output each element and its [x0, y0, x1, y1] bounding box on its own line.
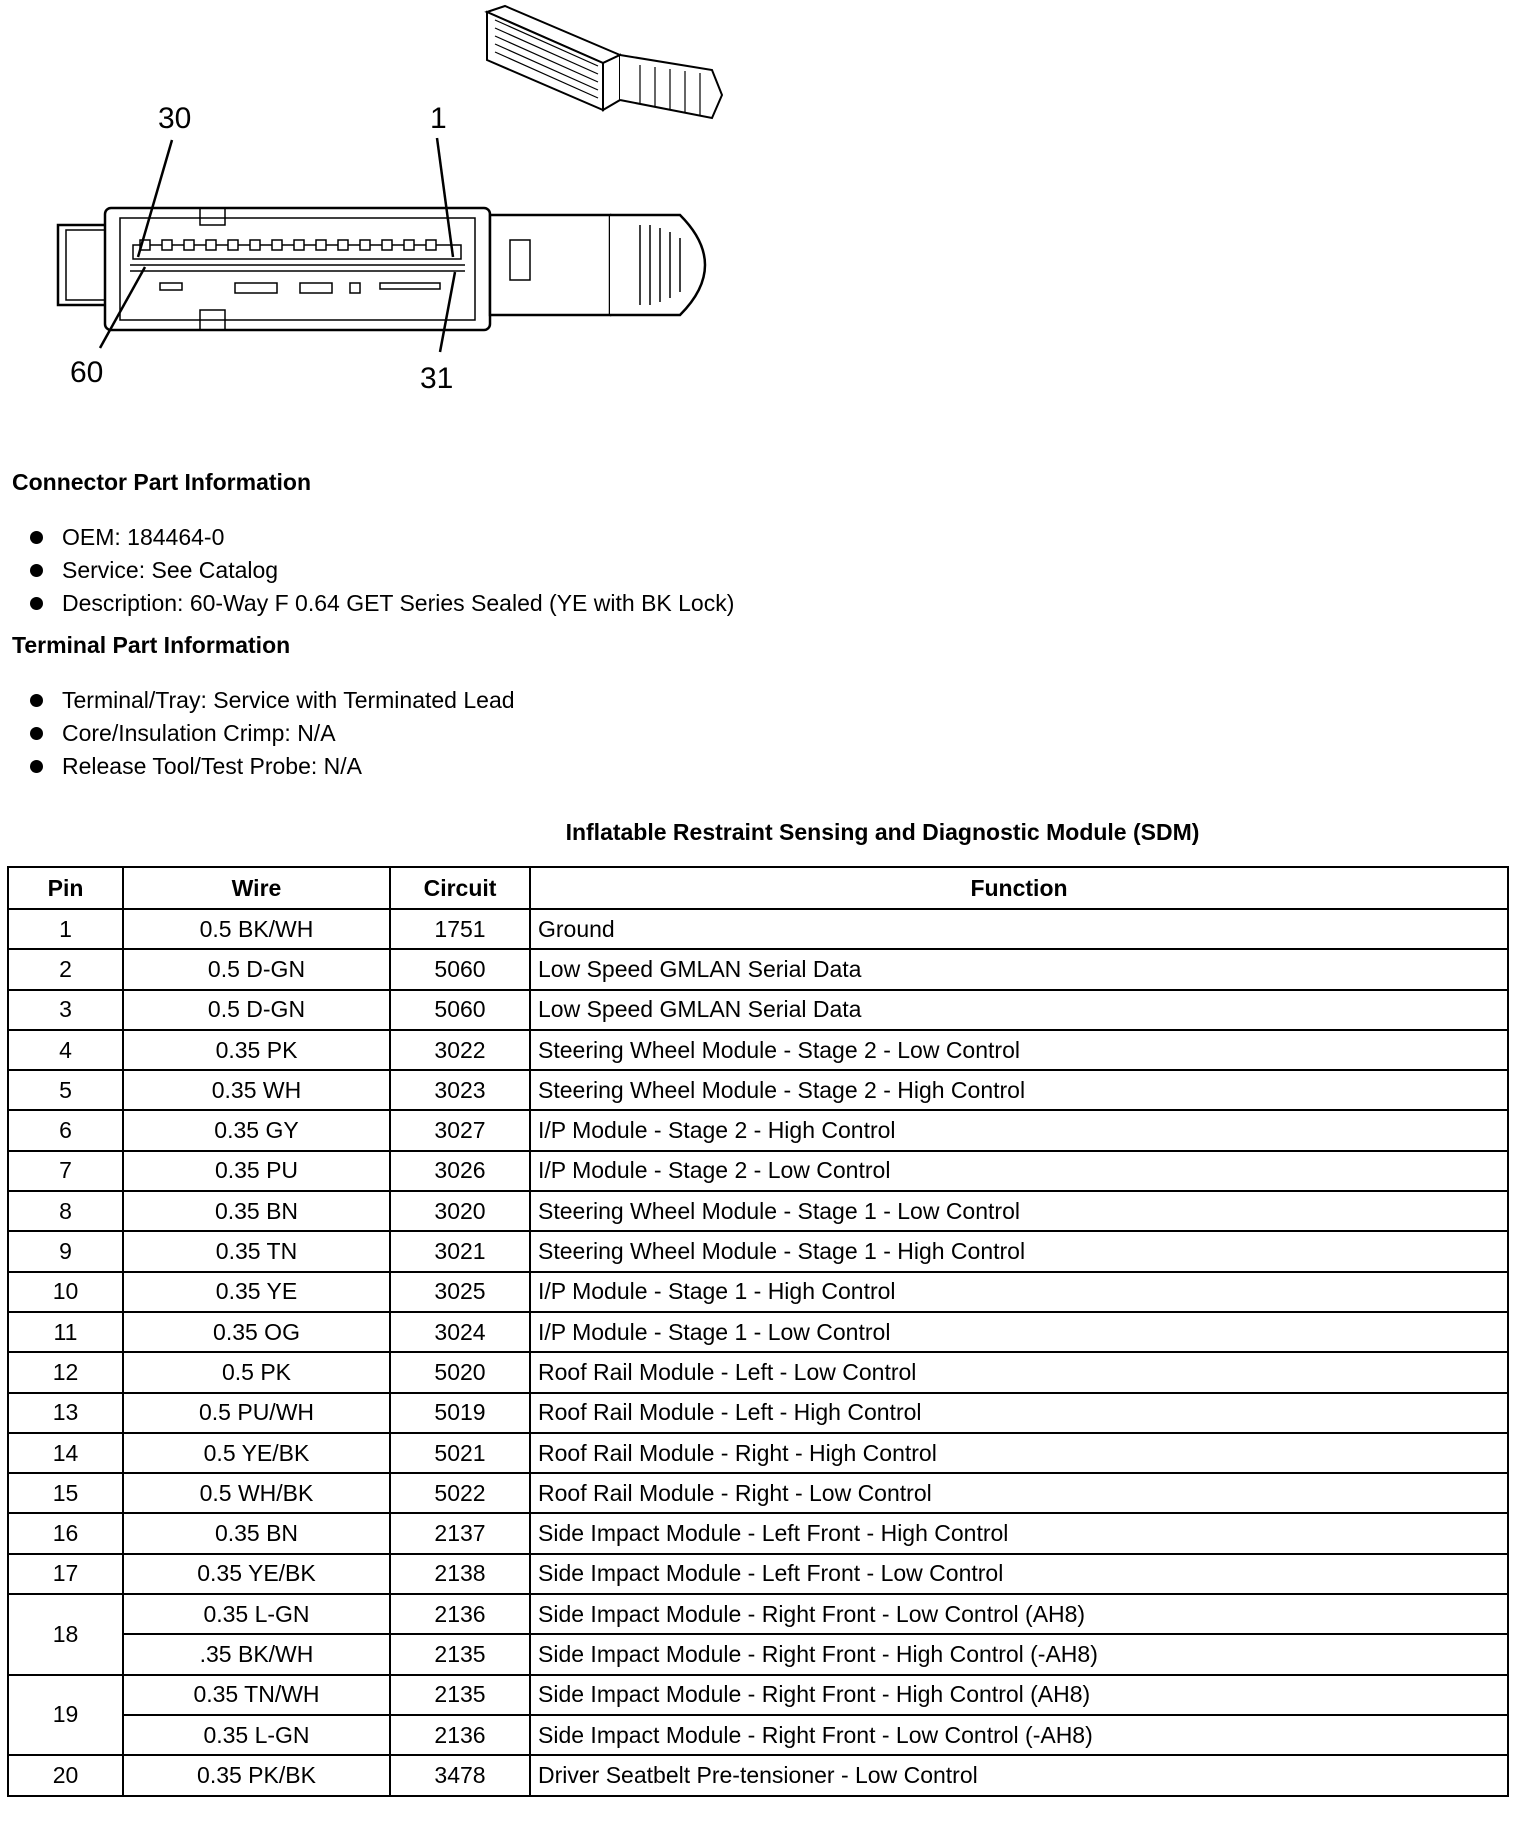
circuit-cell: 2137: [390, 1513, 530, 1553]
pin-cell: 8: [8, 1191, 123, 1231]
table-row: [8, 1352, 1508, 1392]
table-row: [8, 1634, 1508, 1674]
header-wire: Wire: [123, 867, 390, 909]
pin-cell: 9: [8, 1231, 123, 1271]
circuit-cell: 2136: [390, 1715, 530, 1755]
table-row: [8, 1554, 1508, 1594]
header-function: Function: [530, 867, 1508, 909]
table-row: [8, 1191, 1508, 1231]
circuit-cell: 5060: [390, 949, 530, 989]
table-row: [8, 1151, 1508, 1191]
wire-cell: 0.35 YE/BK: [123, 1554, 390, 1594]
wire-cell: 0.35 L-GN: [123, 1715, 390, 1755]
function-cell: Steering Wheel Module - Stage 2 - Low Control: [530, 1030, 1508, 1070]
circuit-cell: 3025: [390, 1272, 530, 1312]
wire-cell: 0.5 BK/WH: [123, 909, 390, 949]
list-item: Terminal/Tray: Service with Terminated Lead: [30, 684, 515, 717]
table-row: [8, 909, 1508, 949]
wire-cell: 0.5 PU/WH: [123, 1393, 390, 1433]
table-row: [8, 1272, 1508, 1312]
pin-label-60: 60: [70, 356, 104, 389]
wire-cell: 0.35 L-GN: [123, 1594, 390, 1634]
circuit-cell: 2135: [390, 1675, 530, 1715]
pin-label-30: 30: [158, 102, 192, 135]
pin-cell: 11: [8, 1312, 123, 1352]
pin-cell: 13: [8, 1393, 123, 1433]
function-cell: Low Speed GMLAN Serial Data: [530, 990, 1508, 1030]
connector-info-list: [30, 521, 734, 620]
wire-cell: 0.35 BN: [123, 1513, 390, 1553]
circuit-cell: 3021: [390, 1231, 530, 1271]
wire-cell: 0.35 TN: [123, 1231, 390, 1271]
circuit-cell: 3024: [390, 1312, 530, 1352]
function-cell: Steering Wheel Module - Stage 2 - High Control: [530, 1070, 1508, 1110]
wire-cell: 0.35 GY: [123, 1110, 390, 1150]
function-cell: Side Impact Module - Left Front - Low Control: [530, 1554, 1508, 1594]
pin-cell: 1: [8, 909, 123, 949]
circuit-cell: 1751: [390, 909, 530, 949]
circuit-cell: 5022: [390, 1473, 530, 1513]
wire-cell: 0.5 PK: [123, 1352, 390, 1392]
pin-cell: 14: [8, 1433, 123, 1473]
list-item: Release Tool/Test Probe: N/A: [30, 750, 515, 783]
circuit-cell: 2138: [390, 1554, 530, 1594]
table-row: [8, 1473, 1508, 1513]
wire-cell: 0.35 TN/WH: [123, 1675, 390, 1715]
list-item: OEM: 184464-0: [30, 521, 734, 554]
table-row: [8, 1030, 1508, 1070]
circuit-cell: 3027: [390, 1110, 530, 1150]
table-header-row: [8, 867, 1508, 909]
wire-cell: 0.35 YE: [123, 1272, 390, 1312]
function-cell: Ground: [530, 909, 1508, 949]
header-circuit: Circuit: [390, 867, 530, 909]
wire-cell: 0.35 PK/BK: [123, 1755, 390, 1795]
connector-face: [58, 208, 705, 330]
table-row: [8, 990, 1508, 1030]
terminal-info-heading: Terminal Part Information: [12, 632, 291, 658]
table-row: [8, 1231, 1508, 1271]
pin-cell: 7: [8, 1151, 123, 1191]
pin-cell: 4: [8, 1030, 123, 1070]
wire-cell: 0.5 D-GN: [123, 990, 390, 1030]
wire-cell: 0.35 PU: [123, 1151, 390, 1191]
circuit-cell: 5021: [390, 1433, 530, 1473]
pin-cell: 18: [8, 1594, 123, 1675]
list-item: Description: 60-Way F 0.64 GET Series Sealed (YE with BK Lock): [30, 587, 734, 620]
table-row: [8, 1312, 1508, 1352]
circuit-cell: 3022: [390, 1030, 530, 1070]
function-cell: Steering Wheel Module - Stage 1 - High Control: [530, 1231, 1508, 1271]
circuit-cell: 3026: [390, 1151, 530, 1191]
pin-label-1: 1: [430, 102, 447, 135]
pin-cell: 5: [8, 1070, 123, 1110]
wire-cell: 0.35 BN: [123, 1191, 390, 1231]
circuit-cell: 5060: [390, 990, 530, 1030]
function-cell: Side Impact Module - Right Front - High Control (-AH8): [530, 1634, 1508, 1674]
circuit-cell: 5019: [390, 1393, 530, 1433]
pin-cell: 2: [8, 949, 123, 989]
function-cell: Side Impact Module - Right Front - Low Control (-AH8): [530, 1715, 1508, 1755]
wire-cell: .35 BK/WH: [123, 1634, 390, 1674]
circuit-cell: 3023: [390, 1070, 530, 1110]
function-cell: Roof Rail Module - Right - High Control: [530, 1433, 1508, 1473]
function-cell: Low Speed GMLAN Serial Data: [530, 949, 1508, 989]
function-cell: Driver Seatbelt Pre-tensioner - Low Control: [530, 1755, 1508, 1795]
table-row: [8, 1513, 1508, 1553]
function-cell: I/P Module - Stage 1 - High Control: [530, 1272, 1508, 1312]
wire-cell: 0.5 D-GN: [123, 949, 390, 989]
function-cell: Side Impact Module - Right Front - High Control (AH8): [530, 1675, 1508, 1715]
table-row: [8, 1433, 1508, 1473]
function-cell: Side Impact Module - Left Front - High Control: [530, 1513, 1508, 1553]
function-cell: Side Impact Module - Right Front - Low Control (AH8): [530, 1594, 1508, 1634]
pin-cell: 16: [8, 1513, 123, 1553]
pin-cell: 12: [8, 1352, 123, 1392]
pin-cell: 15: [8, 1473, 123, 1513]
pin-cell: 19: [8, 1675, 123, 1756]
function-cell: Steering Wheel Module - Stage 1 - Low Control: [530, 1191, 1508, 1231]
wire-cell: 0.5 WH/BK: [123, 1473, 390, 1513]
table-title: Inflatable Restraint Sensing and Diagnostic Module (SDM): [565, 819, 1200, 845]
function-cell: Roof Rail Module - Left - High Control: [530, 1393, 1508, 1433]
pin-cell: 20: [8, 1755, 123, 1795]
connector-info-heading: Connector Part Information: [12, 469, 312, 495]
pin-cell: 6: [8, 1110, 123, 1150]
table-row: [8, 1070, 1508, 1110]
wire-cell: 0.35 WH: [123, 1070, 390, 1110]
terminal-info-list: [30, 684, 515, 783]
table-row: [8, 1675, 1508, 1715]
list-item: Core/Insulation Crimp: N/A: [30, 717, 515, 750]
wire-cell: 0.35 PK: [123, 1030, 390, 1070]
function-cell: I/P Module - Stage 2 - Low Control: [530, 1151, 1508, 1191]
wire-cell: 0.5 YE/BK: [123, 1433, 390, 1473]
pin-label-31: 31: [420, 362, 454, 395]
connector-diagram: [0, 0, 760, 420]
table-row: [8, 1393, 1508, 1433]
wire-cell: 0.35 OG: [123, 1312, 390, 1352]
table-row: [8, 1755, 1508, 1795]
circuit-cell: 3020: [390, 1191, 530, 1231]
function-cell: I/P Module - Stage 2 - High Control: [530, 1110, 1508, 1150]
function-cell: Roof Rail Module - Right - Low Control: [530, 1473, 1508, 1513]
table-row: [8, 1110, 1508, 1150]
circuit-cell: 2136: [390, 1594, 530, 1634]
table-row: [8, 949, 1508, 989]
circuit-cell: 5020: [390, 1352, 530, 1392]
circuit-cell: 3478: [390, 1755, 530, 1795]
function-cell: Roof Rail Module - Left - Low Control: [530, 1352, 1508, 1392]
header-pin: Pin: [8, 867, 123, 909]
list-item: Service: See Catalog: [30, 554, 734, 587]
table-row: [8, 1715, 1508, 1755]
pin-cell: 10: [8, 1272, 123, 1312]
pin-cell: 17: [8, 1554, 123, 1594]
table-row: [8, 1594, 1508, 1634]
pinout-table: [7, 866, 1509, 1797]
function-cell: I/P Module - Stage 1 - Low Control: [530, 1312, 1508, 1352]
pin-cell: 3: [8, 990, 123, 1030]
circuit-cell: 2135: [390, 1634, 530, 1674]
